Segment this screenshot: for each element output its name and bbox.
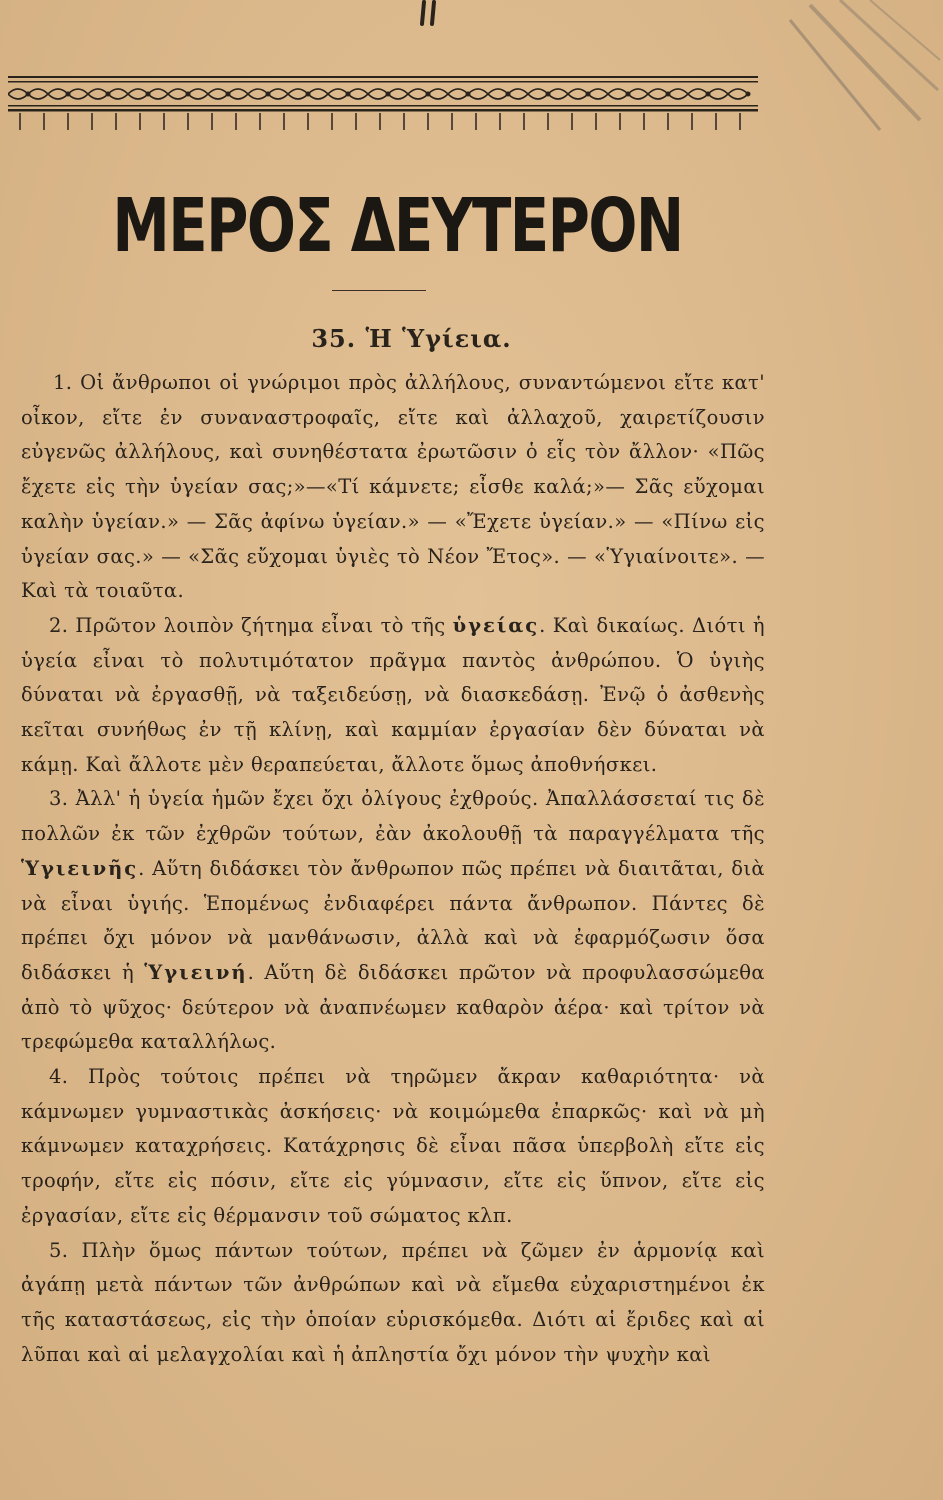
paragraph-3-after: . Αὕτη δὲ διδάσκει πρῶτον νὰ προφυλασσώμεθα ἀπὸ τὸ ψῦχος· δεύτερον νὰ ἀναπνέωμεν καθαρὸν ἀέρα· καὶ τρίτον νὰ τρεφώμεθα καταλλήλως. [21,960,765,1054]
decorative-header-border [8,72,758,134]
ink-mark-top [410,0,450,28]
paragraph-1: 1. Οἱ ἄνθρωποι οἱ γνώριμοι πρὸς ἀλλήλους, συναντώμενοι εἴτε κατ' οἶκον, εἴτε ἐν συναναστροφαῖς, εἴτε καὶ ἀλλαχοῦ, χαιρετίζουσιν εὐγενῶς ἀλλήλους, καὶ συνηθέστατα ἐρωτῶσιν ὁ εἷς τὸν ἄλλον· «Πῶς ἔχετε εἰς τὴν ὑγείαν σας;»—«Τί κάμνετε; εἶσθε καλά;»— Σᾶς εὔχομαι καλὴν ὑγείαν.» — Σᾶς ἀφίνω ὑγείαν.» — «Ἔχετε ὑγείαν.» — «Πίνω εἰς ὑγείαν σας.» — «Σᾶς εὔχομαι ὑγιὲς τὸ Νέον Ἔτος». — «Ὑγιαίνοιτε». — Καὶ τὰ τοιαῦτα. [21,371,765,603]
paragraph-5: 5. Πλὴν ὅμως πάντων τούτων, πρέπει νὰ ζῶμεν ἐν ἁρμονίᾳ καὶ ἀγάπῃ μετὰ πάντων τῶν ἀνθρώπων καὶ νὰ εἴμεθα εὐχαριστημένοι ἐκ τῆς καταστάσεως, εἰς τὴν ὁποίαν εὑρισκόμεθα. Διότι αἱ ἔριδες καὶ αἱ λῦπαι καὶ αἱ μελαγχολίαι καὶ ἡ ἀπληστία ὄχι μόνον τὴν ψυχὴν καὶ [21,1238,765,1366]
pencil-scribble [770,0,943,140]
section-title: Ἡ Ὑγίεια. [365,324,512,353]
paragraph-3-before: 3. Ἀλλ' ἡ ὑγεία ἡμῶν ἔχει ὄχι ὀλίγους ἐχθρούς. Ἀπαλλάσσεταί τις δὲ πολλῶν ἐκ τῶν ἐχθρῶν τούτων, ἐὰν ἀκολουθῇ τὰ παραγγέλματα τῆς [21,787,765,846]
body-text [21,366,765,1372]
paragraph-4: 4. Πρὸς τούτοις πρέπει νὰ τηρῶμεν ἄκραν καθαριότητα· νὰ κάμνωμεν γυμναστικὰς ἀσκήσεις· νὰ κοιμώμεθα ἐπαρκῶς· καὶ νὰ μὴ κάμνωμεν καταχρήσεις. Κατάχρησις δὲ εἶναι πᾶσα ὑπερβολὴ εἴτε εἰς τροφήν, εἴτε εἰς πόσιν, εἴτε εἰς γύμνασιν, εἴτε εἰς ὕπνον, εἴτε εἰς ἐργασίαν, εἴτε εἰς θέρμανσιν τοῦ σώματος κλπ. [21,1065,765,1227]
paragraph-2-after: . Καὶ δικαίως. Διότι ἡ ὑγεία εἶναι τὸ πολυτιμότατον πρᾶγμα παντὸς ἀνθρώπου. Ὁ ὑγιὴς δύναται νὰ ἐργασθῇ, νὰ ταξειδεύσῃ, νὰ διασκεδάσῃ. Ἐνῷ ὁ ἀσθενὴς κεῖται συνήθως ἐν τῇ κλίνῃ, καὶ καμμίαν ἐργασίαν δὲν δύναται νὰ κάμῃ. Καὶ ἄλλοτε μὲν θεραπεύεται, ἄλλοτε ὅμως ἀποθνήσκει. [21,613,765,776]
paragraph-3-middle: . Αὕτη διδάσκει τὸν ἄνθρωπον πῶς πρέπει νὰ διαιτᾶται, διὰ νὰ εἶναι ὑγιής. Ἑπομένως ἐνδιαφέρει πάντα ἄνθρωπον. Πάντες δὲ πρέπει ὄχι μόνον νὰ μανθάνωσιν, ἀλλὰ καὶ νὰ ἐφαρμόζωσιν ὅσα διδάσκει ἡ [21,856,765,984]
paragraph-3-emphasis-2: Ὑγιεινή [144,960,248,984]
paragraph-3 [21,782,765,1060]
part-title: ΜΕΡΟΣ ΔΕΥΤΕΡΟΝ [112,183,683,269]
paragraph-2-before: 2. Πρῶτον λοιπὸν ζήτημα εἶναι τὸ τῆς [49,613,453,637]
paragraph-2 [21,609,765,783]
paragraph-2-emphasis: ὑγείας [452,613,540,637]
section-heading [0,322,883,356]
title-divider [332,290,426,291]
paragraph-3-emphasis: Ὑγιεινῆς [21,856,139,880]
section-number: 35. [311,324,357,353]
